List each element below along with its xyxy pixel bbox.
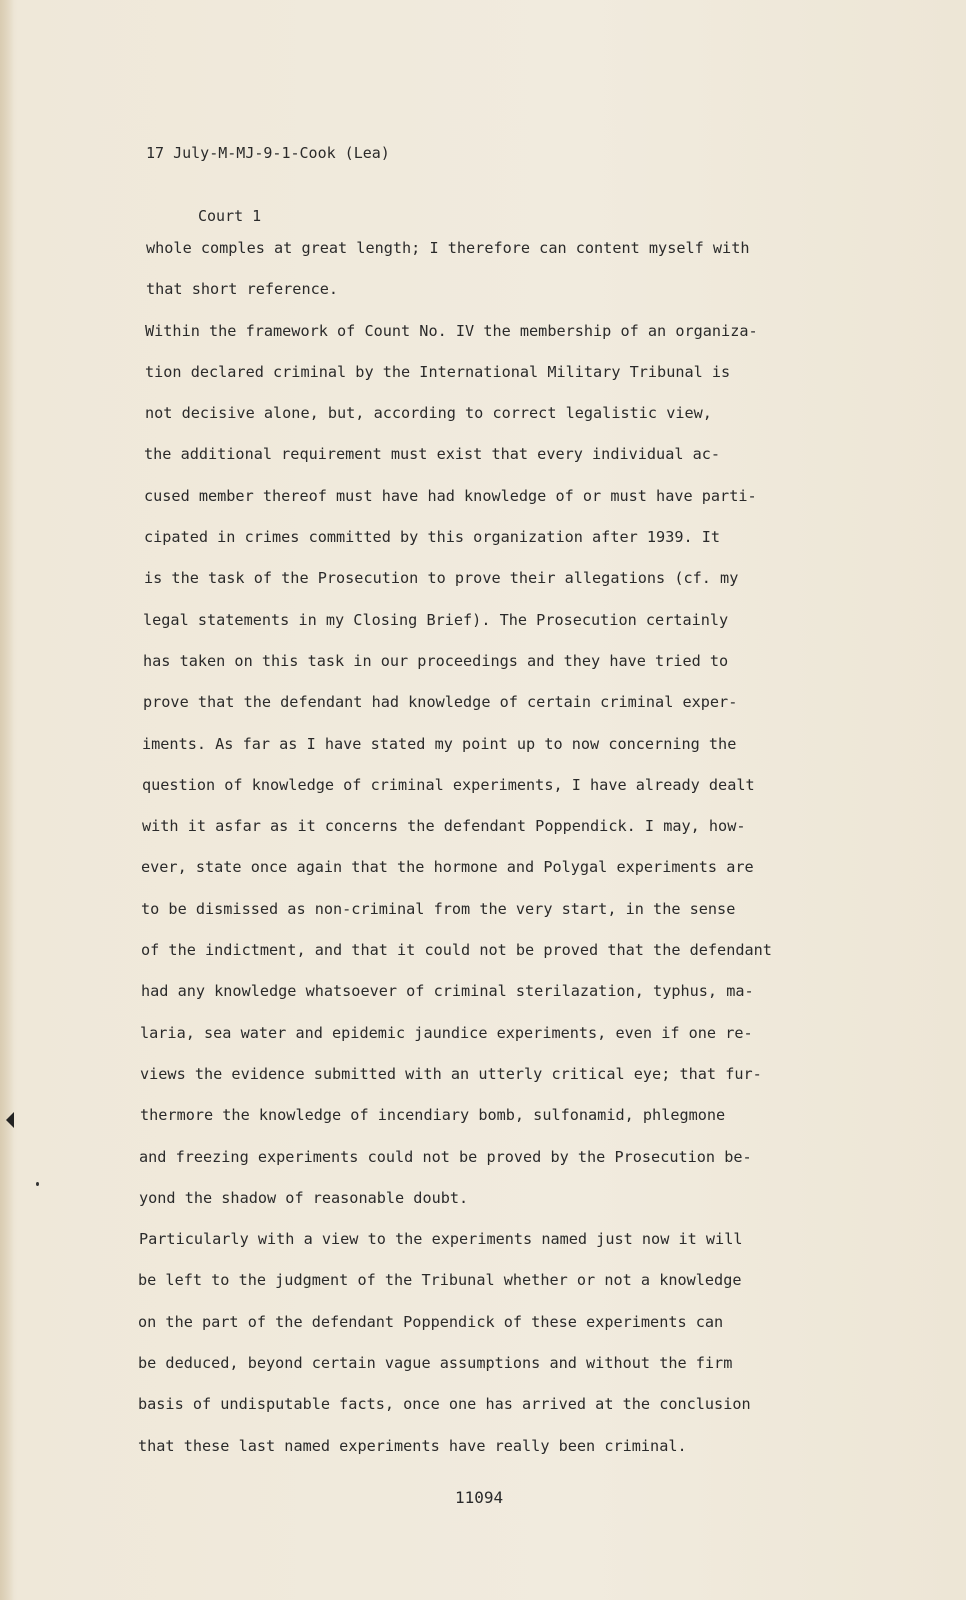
header-court: Court 1 xyxy=(198,207,262,225)
header-reference: 17 July-M-MJ-9-1-Cook (Lea) xyxy=(146,144,390,162)
text-line: prove that the defendant had knowledge of certain criminal exper- xyxy=(143,693,738,712)
text-line: be left to the judgment of the Tribunal whether or not a knowledge xyxy=(138,1271,742,1290)
text-line: be deduced, beyond certain vague assumptions and without the firm xyxy=(138,1354,733,1373)
text-line: that these last named experiments have really been criminal. xyxy=(138,1436,687,1455)
text-line: Within the framework of Count No. IV the membership of an organiza- xyxy=(145,321,758,340)
text-line: on the part of the defendant Poppendick of these experiments can xyxy=(138,1312,724,1331)
text-line: thermore the knowledge of incendiary bomb, sulfonamid, phlegmone xyxy=(140,1106,726,1125)
text-line: legal statements in my Closing Brief). The Prosecution certainly xyxy=(143,610,729,629)
document-body xyxy=(138,228,858,1467)
text-line: ever, state once again that the hormone and Polygal experiments are xyxy=(141,858,754,877)
page-edge-shadow xyxy=(0,0,14,1600)
text-line: and freezing experiments could not be proved by the Prosecution be- xyxy=(139,1147,752,1166)
text-line: the additional requirement must exist that every individual ac- xyxy=(144,445,721,464)
text-line: is the task of the Prosecution to prove their allegations (cf. my xyxy=(144,569,739,588)
text-line: question of knowledge of criminal experiments, I have already dealt xyxy=(142,775,755,794)
text-line: yond the shadow of reasonable doubt. xyxy=(139,1188,469,1207)
margin-mark xyxy=(6,1112,14,1128)
text-line: laria, sea water and epidemic jaundice experiments, even if one re- xyxy=(140,1023,753,1042)
text-line: cipated in crimes committed by this organization after 1939. It xyxy=(144,528,721,547)
text-line: tion declared criminal by the International Military Tribunal is xyxy=(145,362,731,381)
text-line: whole comples at great length; I therefore can content myself with xyxy=(146,239,750,257)
text-line: to be dismissed as non-criminal from the very start, in the sense xyxy=(141,899,736,918)
text-line: that short reference. xyxy=(146,280,339,299)
text-line: had any knowledge whatsoever of criminal sterilazation, typhus, ma- xyxy=(141,982,754,1001)
text-line: with it asfar as it concerns the defendant Poppendick. I may, how- xyxy=(142,817,746,836)
page-number: 11094 xyxy=(455,1488,504,1507)
text-line: iments. As far as I have stated my point up to now concerning the xyxy=(142,734,737,753)
text-line: of the indictment, and that it could not be proved that the defendant xyxy=(141,941,772,960)
text-line: not decisive alone, but, according to correct legalistic view, xyxy=(145,404,712,423)
text-line: has taken on this task in our proceedings and they have tried to xyxy=(143,651,729,670)
text-line: views the evidence submitted with an utterly critical eye; that fur- xyxy=(140,1064,762,1083)
text-line: basis of undisputable facts, once one has arrived at the conclusion xyxy=(138,1395,751,1414)
text-line: cused member thereof must have had knowledge of or must have parti- xyxy=(144,486,757,505)
margin-dot xyxy=(36,1182,39,1186)
text-line: Particularly with a view to the experiments named just now it will xyxy=(139,1230,743,1249)
